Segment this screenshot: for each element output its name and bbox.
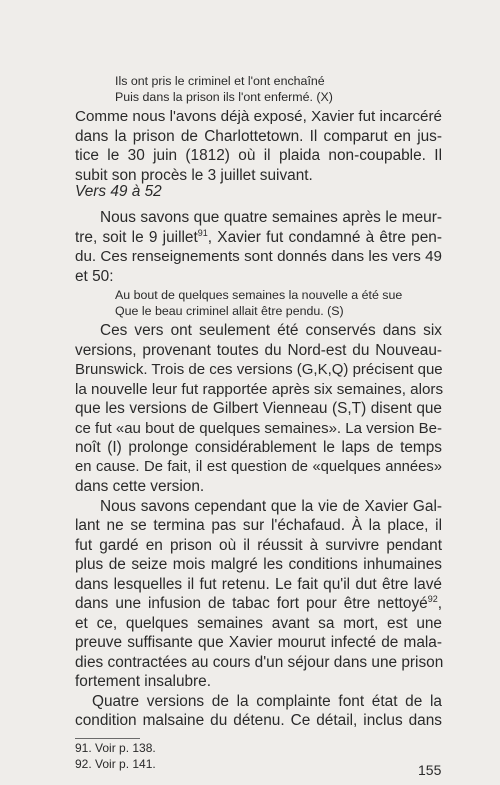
paragraph-line: Ces vers ont seulement été conservés dans six [100,322,442,339]
paragraph-line: la nouvelle leur fut rapportée après six semaines, alors [75,380,444,398]
paragraph-line: Quatre versions de la complainte font état de la [92,692,442,710]
text-run: , Xavier fut condamné à être pen- [207,228,442,246]
paragraph-line: dies contractées au cours d'un séjour dans une prison [75,653,444,671]
verse-quote-line: Au bout de quelques semaines la nouvelle a été sue [115,288,403,302]
paragraph-line [75,594,442,614]
paragraph-line: preuve suffisante que Xavier mourut infecté de mala- [75,634,442,651]
footnote-ref: 92 [427,593,438,604]
footnote: 91. Voir p. 138. [75,741,156,755]
footnote-divider [75,738,140,739]
text-run: , [437,595,442,612]
paragraph-line [75,228,442,248]
paragraph-line: du. Ces renseignements sont donnés dans les vers 49 [75,248,442,265]
paragraph-line: lant ne se termina pas sur l'échafaud. À la place, il [75,517,442,534]
paragraph-line: noît (I) prolonge considérablement le laps de temps [75,439,442,456]
paragraph-line: Nous savons que quatre semaines après le meur- [100,209,442,226]
paragraph-line: Nous savons cependant que la vie de Xavier Gal- [100,497,442,515]
text-run: tre, soit le 9 juillet [75,228,198,246]
paragraph-line: plus de seize mois malgré les conditions inhumaines [75,556,442,573]
paragraph-line: condition malsaine du détenu. Ce détail, inclus dans [75,712,442,729]
paragraph-line: subit son procès le 3 juillet suivant. [75,166,313,184]
paragraph-line: fut gardé en prison où il réussit à survivre pendant [75,536,442,554]
text-run: dans une infusion de tabac fort pour être nettoyé [75,595,428,612]
paragraph-line: en cause. De fait, il est question de «quelques années» [75,458,442,475]
verse-quote-line: Puis dans la prison ils l'ont enfermé. (X) [115,90,333,104]
verse-quote-line: Ils ont pris le criminel et l'ont enchaîné [115,74,325,88]
paragraph-line: dans cette version. [75,478,205,495]
paragraph-line: fortement insalubre. [75,673,212,690]
paragraph-line: et ce, quelques semaines avant sa mort, est une [75,614,442,632]
paragraph-line: et 50: [75,267,114,285]
paragraph-line: tice le 30 juin (1812) où il plaida non-coupable. Il [75,147,442,164]
paragraph-line: que les versions de Gilbert Vienneau (S,T) disent que [75,400,442,417]
paragraph-line: dans lesquelles il fut retenu. Le fait qu'il dut être lavé [75,575,442,593]
section-heading: Vers 49 à 52 [75,183,162,200]
paragraph-line: dans la prison de Charlottetown. Il comparut en jus- [75,127,442,145]
verse-quote-line: Que le beau criminel allait être pendu. (S) [115,304,344,318]
paragraph-line: Brunswick. Trois de ces versions (G,K,Q) précisent que [75,361,443,378]
paragraph-line: Comme nous l'avons déjà exposé, Xavier fut incarcéré [75,108,442,125]
footnote: 92. Voir p. 141. [75,757,156,771]
footnote-ref: 91 [197,227,208,238]
paragraph-line: ce fut «au bout de quelques semaines». La version Be- [75,419,442,437]
paragraph-line: versions, provenant toutes du Nord-est du Nouveau- [75,341,442,359]
page-number: 155 [418,762,442,778]
